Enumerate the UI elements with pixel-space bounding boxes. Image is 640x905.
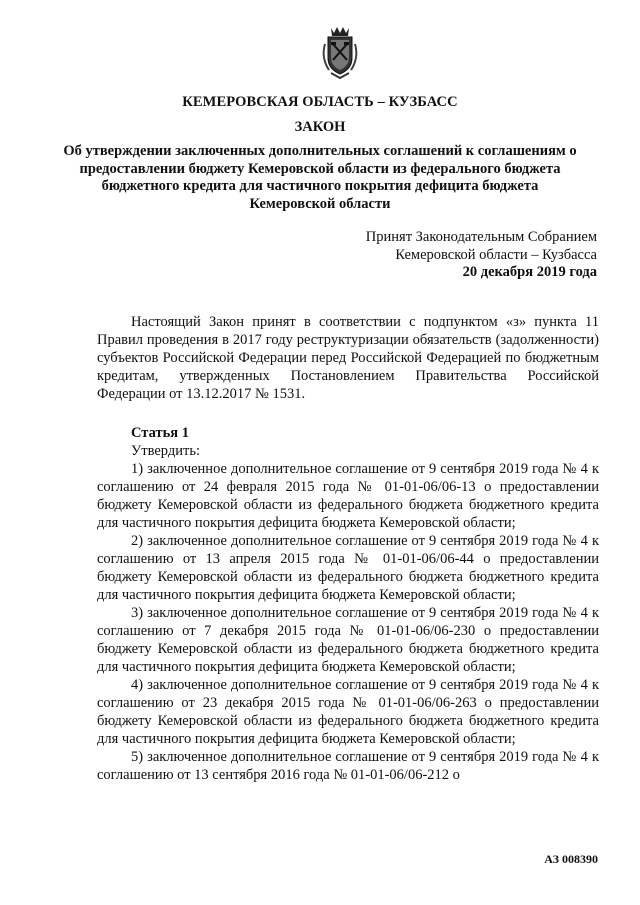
article-item: 1) заключенное дополнительное соглашение от 9 сентября 2019 года № 4 к соглашению от 24 февраля 2015 года № 01-01-06/06-13 о предоставлении бюджету Кемеровской области из федерального бюджета бюджетного кредита для частичного покрытия дефицита бюджета Кемеровской области; [97,461,599,531]
article-item: 5) заключенное дополнительное соглашение от 9 сентября 2019 года № 4 к соглашению от 13 сентября 2016 года № 01-01-06/06-212 о [97,749,599,783]
law-title: Об утверждении заключенных дополнительных соглашений к соглашениям о предоставлении бюджету Кемеровской области из федерального бюджета бюджетного кредита для частичного покрытия дефицита бюджета Кемеровской области [63,143,577,212]
region-name: КЕМЕРОВСКАЯ ОБЛАСТЬ – КУЗБАСС [182,94,458,110]
article-item: 4) заключенное дополнительное соглашение от 9 сентября 2019 года № 4 к соглашению от 23 декабря 2015 года № 01-01-06/06-263 о предоставлении бюджету Кемеровской области из федерального бюджета бюджетного кредита для частичного покрытия дефицита бюджета Кемеровской области; [97,677,599,747]
article-item: 2) заключенное дополнительное соглашение от 9 сентября 2019 года № 4 к соглашению от 13 апреля 2015 года № 01-01-06/06-44 о предоставлении бюджету Кемеровской области из федерального бюджета бюджетного кредита для частичного покрытия дефицита бюджета Кемеровской области; [97,533,599,603]
adoption-date: 20 декабря 2019 года [462,264,597,280]
coat-of-arms-icon [319,24,361,80]
adoption-block [366,229,597,282]
adoption-line-1: Принят Законодательным Собранием [365,229,597,245]
adoption-line-2: Кемеровской области – Кузбасса [395,246,597,263]
article-intro: Утвердить: [131,443,200,459]
document-type: ЗАКОН [294,119,346,135]
preamble: Настоящий Закон принят в соответствии с подпунктом «з» пункта 11 Правил проведения в 2017 году реструктуризации обязательств (задолженности) субъектов Российской Федерации перед Российской Федерацией по бюджетным кредитам, утвержденных Постановлением Правительства Российской Федерации от 13.12.2017 № 1531. [97,314,599,402]
article-heading: Статья 1 [131,425,189,441]
law-body [97,313,599,784]
article-item: 3) заключенное дополнительное соглашение от 9 сентября 2019 года № 4 к соглашению от 7 декабря 2015 года № 01-01-06/06-230 о предоставлении бюджету Кемеровской области из федерального бюджета бюджетного кредита для частичного покрытия дефицита бюджета Кемеровской области; [97,605,599,675]
form-serial-number: АЗ 008390 [544,852,598,866]
